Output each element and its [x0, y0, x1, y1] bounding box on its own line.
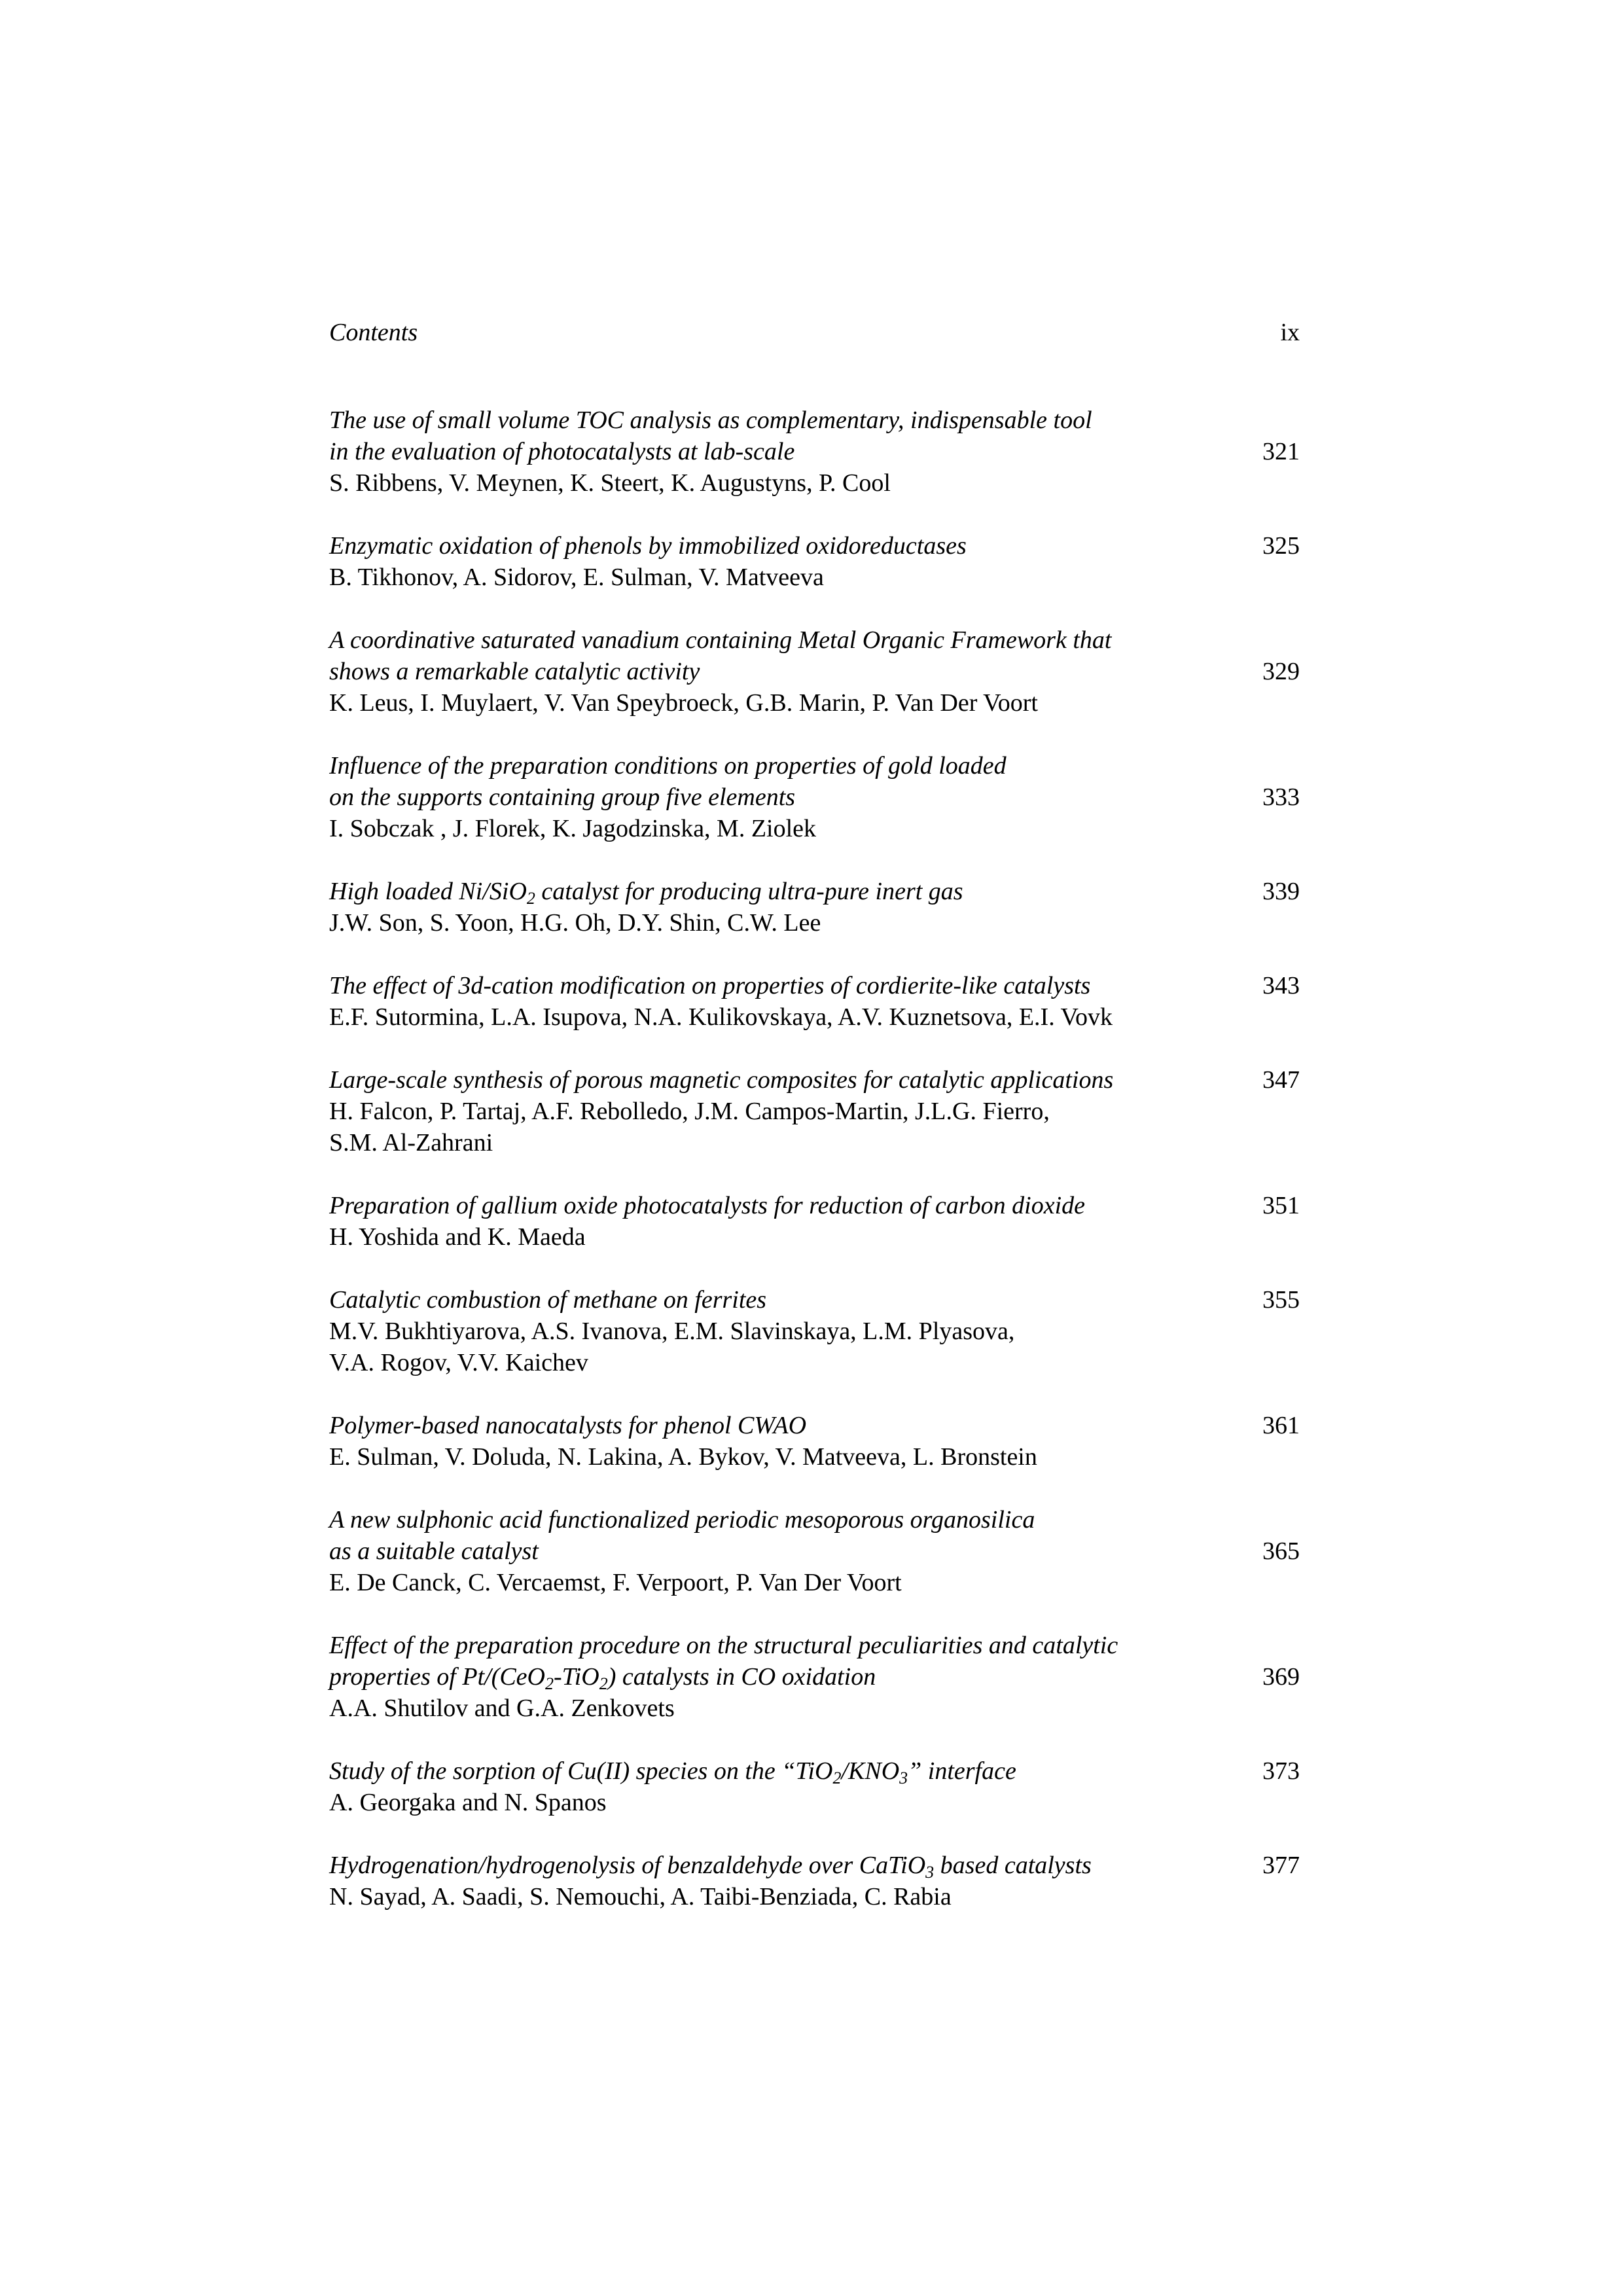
contents-entry [329, 530, 1300, 593]
title-subscript: 2 [526, 889, 535, 908]
entry-authors: E. Sulman, V. Doluda, N. Lakina, A. Bykov, V. Matveeva, L. Bronstein [329, 1443, 1037, 1471]
title-subscript: 2 [832, 1768, 842, 1787]
entry-authors: J.W. Son, S. Yoon, H.G. Oh, D.Y. Shin, C.W. Lee [329, 909, 821, 937]
contents-list [329, 404, 1300, 1944]
contents-entry [329, 1064, 1300, 1158]
entry-authors: S. Ribbens, V. Meynen, K. Steert, K. Augustyns, P. Cool [329, 469, 891, 497]
contents-entry [329, 1190, 1300, 1253]
entry-authors: N. Sayad, A. Saadi, S. Nemouchi, A. Taibi-Benziada, C. Rabia [329, 1883, 952, 1910]
entry-page-number: 321 [1262, 438, 1300, 465]
entry-authors: M.V. Bukhtiyarova, A.S. Ivanova, E.M. Slavinskaya, L.M. Plyasova, V.A. Rogov, V.V. Kaichev [329, 1318, 1015, 1376]
title-text: ” interface [908, 1757, 1016, 1785]
entry-page-number: 329 [1262, 658, 1300, 685]
entry-page-number: 333 [1262, 783, 1300, 811]
title-text: High loaded Ni/SiO [329, 878, 527, 905]
entry-page-number: 339 [1262, 878, 1300, 905]
entry-authors: I. Sobczak , J. Florek, K. Jagodzinska, M. Ziolek [329, 815, 817, 842]
entry-title: Catalytic combustion of methane on ferrites [329, 1286, 767, 1314]
title-text: Study of the sorption of Cu(II) species on the “TiO [329, 1757, 833, 1785]
entry-title: Large-scale synthesis of porous magnetic composites for catalytic applications [329, 1066, 1114, 1094]
title-text: Hydrogenation/hydrogenolysis of benzaldehyde over CaTiO [329, 1852, 926, 1879]
contents-entry [329, 876, 1300, 939]
entry-page-number: 373 [1262, 1757, 1300, 1785]
title-subscript: 3 [925, 1863, 935, 1882]
entry-page-number: 361 [1262, 1412, 1300, 1439]
entry-authors: A.A. Shutilov and G.A. Zenkovets [329, 1695, 675, 1722]
entry-authors: A. Georgaka and N. Spanos [329, 1789, 607, 1816]
entry-authors: K. Leus, I. Muylaert, V. Van Speybroeck, G.B. Marin, P. Van Der Voort [329, 689, 1038, 717]
contents-entry [329, 750, 1300, 844]
title-text: ) catalysts in CO oxidation [607, 1663, 876, 1691]
entry-title [329, 1755, 1226, 1787]
entry-title: Polymer-based nanocatalysts for phenol CWAO [329, 1412, 807, 1439]
entry-authors: H. Yoshida and K. Maeda [329, 1223, 586, 1251]
title-subscript: 3 [899, 1768, 908, 1787]
contents-entry [329, 1410, 1300, 1473]
entry-authors: B. Tikhonov, A. Sidorov, E. Sulman, V. Matveeva [329, 564, 824, 591]
entry-title [329, 1850, 1226, 1881]
entry-title: The use of small volume TOC analysis as complementary, indispensable tool in the evaluation of photocatalysts at lab-scale [329, 406, 1092, 465]
running-header-page-number: ix [1280, 319, 1300, 346]
entry-title: Enzymatic oxidation of phenols by immobilized oxidoreductases [329, 532, 967, 560]
contents-entry [329, 624, 1300, 719]
title-text: based catalysts [934, 1852, 1092, 1879]
entry-page-number: 355 [1262, 1286, 1300, 1314]
entry-page-number: 325 [1262, 532, 1300, 560]
entry-title: A coordinative saturated vanadium containing Metal Organic Framework that shows a remarkable catalytic activity [329, 626, 1112, 685]
entry-page-number: 347 [1262, 1066, 1300, 1094]
entry-authors: H. Falcon, P. Tartaj, A.F. Rebolledo, J.M. Campos-Martin, J.L.G. Fierro, S.M. Al-Zahrani [329, 1098, 1050, 1157]
contents-entry [329, 1755, 1300, 1818]
entry-authors: E. De Canck, C. Vercaemst, F. Verpoort, P. Van Der Voort [329, 1569, 902, 1596]
contents-entry [329, 1850, 1300, 1912]
page-header [329, 313, 1300, 352]
entry-page-number: 365 [1262, 1537, 1300, 1565]
title-subscript: 2 [545, 1674, 554, 1693]
contents-entry [329, 1284, 1300, 1378]
title-text: -TiO [554, 1663, 599, 1691]
title-text: /KNO [841, 1757, 900, 1785]
entry-title: Influence of the preparation conditions on properties of gold loaded on the supports containing group five elements [329, 752, 1007, 811]
contents-entry [329, 1504, 1300, 1598]
entry-page-number: 369 [1262, 1663, 1300, 1691]
contents-entry [329, 404, 1300, 499]
title-text: Effect of the preparation procedure on the structural peculiarities and catalytic properties of Pt/(CeO [329, 1632, 1118, 1691]
contents-entry [329, 1630, 1300, 1724]
entry-page-number: 351 [1262, 1192, 1300, 1219]
title-subscript: 2 [599, 1674, 608, 1693]
entry-title [329, 876, 1226, 907]
entry-authors: E.F. Sutormina, L.A. Isupova, N.A. Kulikovskaya, A.V. Kuznetsova, E.I. Vovk [329, 1003, 1113, 1031]
entry-title: Preparation of gallium oxide photocatalysts for reduction of carbon dioxide [329, 1192, 1085, 1219]
entry-title [329, 1630, 1226, 1693]
entry-page-number: 343 [1262, 972, 1300, 999]
running-header-title: Contents [329, 319, 418, 346]
title-text: catalyst for producing ultra-pure inert gas [535, 878, 963, 905]
entry-page-number: 377 [1262, 1852, 1300, 1879]
entry-title: A new sulphonic acid functionalized periodic mesoporous organosilica as a suitable catalyst [329, 1506, 1035, 1565]
entry-title: The effect of 3d-cation modification on properties of cordierite-like catalysts [329, 972, 1091, 999]
contents-entry [329, 970, 1300, 1033]
